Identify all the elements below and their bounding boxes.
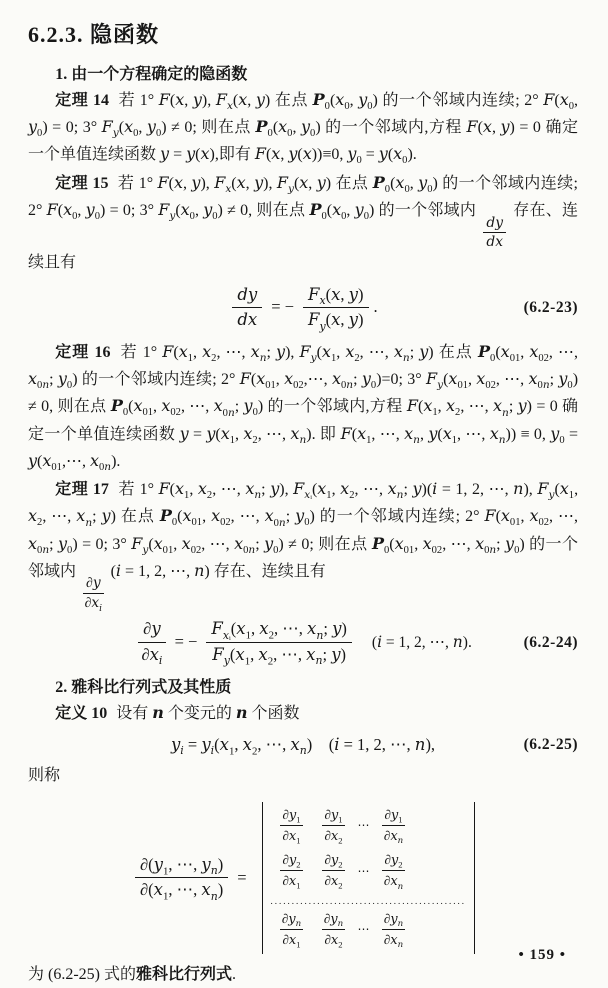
matrix-cell xyxy=(280,807,302,846)
rhs-fraction xyxy=(303,285,368,331)
row-ellipsis: ⋯ xyxy=(357,818,370,833)
inline-fraction-dy-dxi xyxy=(83,575,104,614)
lhs-fraction xyxy=(232,285,262,331)
matrix-cell xyxy=(322,911,345,950)
matrix-cell xyxy=(280,852,302,891)
lhs-fraction xyxy=(138,619,165,668)
theorem-16-label: 定理 16 xyxy=(55,343,111,361)
subsection-1-heading: 1. 由一个方程确定的隐函数 xyxy=(55,66,248,83)
closing-sentence: 为 (6.2-25) 式的雅科比行列式. xyxy=(28,966,237,984)
theorem-17-paragraph xyxy=(28,476,579,614)
equation-number-6-2-24: (6.2-24) xyxy=(523,633,578,651)
theorem-14-label: 定理 14 xyxy=(55,92,109,109)
matrix-cell xyxy=(322,807,344,846)
theorem-14-text: 若 1° F(x, y), $F_x(x$, y) 在点 $P_0(x_0$, $y_0$) 的一个邻域内连续; 2° $F(x_0$, $y_0) = 0$; 3° $F_y(x_0$, $y_0) \ne 0$; 则在点 $P_0(x_0$, $y_0$) 的一个邻域内,方程 F(x, y) = 0 确定一个单值连续函数 y = y(x),即有 F(x, y(x))≡0, $y_0 = y(x_0)$. xyxy=(28,90,579,167)
fraction-denominator: $\partial x_i$ xyxy=(84,594,103,614)
fraction-denominator: dx xyxy=(486,234,503,251)
fraction-numerator: $\partial y_2$ xyxy=(384,852,403,870)
determinant-matrix xyxy=(262,802,476,955)
fraction-denominator: $F_y(x_1$, $x_2$, ⋯, $x_n$; y) xyxy=(212,644,347,668)
fraction-numerator: $F_{xᵢ}(x_1$, $x_2$, ⋯, $x_n$; y) xyxy=(206,619,352,643)
matrix-row-n xyxy=(271,911,467,950)
fraction-numerator: $\partial y_n$ xyxy=(383,910,404,930)
fraction-numerator: ∂y xyxy=(83,575,104,593)
fraction-numerator: $\partial y_1$ xyxy=(324,806,343,825)
theorem-16-text: 若 1° $F(x_1$, $x_2$, ⋯, $x_n$; y), $F_y(x_1$, $x_2$, ⋯, $x_n$; y) 在点 $P_0(x_{01}$, $x_{02}$, ⋯, $x_{0n}$; $y_0$) 的一个邻域内连续; 2° $F(x_{01}$, $x_{02},\cdots$, $x_{0n}$; $y_0)=0$; 3° $F_y(x_{01}$, $x_{02}$, ⋯, $x_{0n}$; $y_0) \ne 0$, 则在点 $P_0(x_{01}$, $x_{02}$, ⋯, $x_{0n}$; $y_0$) 的一个邻域内,方程 $F(x_1$, $x_2$, ⋯, $x_n$; y) = 0 确定一个单值连续函数 $y = y(x_1$, $x_2$, ⋯, $x_n$). 即 $F(x_1$, ⋯, $x_n$, $y(x_1$, ⋯, $x_n)) \equiv 0$, $y_0$ = $y(x_{01},\cdots$, $x_{0n}$). xyxy=(28,341,579,474)
theorem-15-text-2: 存在、连续且有 xyxy=(28,201,578,272)
definition-10-paragraph xyxy=(28,700,578,727)
fraction-numerator: $\partial y_n$ xyxy=(323,910,344,930)
matrix-dots-row: .............................................. xyxy=(270,897,467,904)
page-number: • 159 • xyxy=(518,947,566,963)
jacobian-lhs-fraction xyxy=(135,855,228,901)
equals-minus-operator: = − xyxy=(271,297,295,317)
theorem-17-label: 定理 17 xyxy=(55,481,109,499)
fraction-numerator: $\partial y_2$ xyxy=(324,852,343,870)
fraction-denominator: $\partial x_n$ xyxy=(383,931,404,951)
matrix-row-2 xyxy=(271,852,467,891)
subsection-2-heading: 2. 雅科比行列式及其性质 xyxy=(55,678,232,696)
matrix-row-1 xyxy=(271,807,467,846)
theorem-15-paragraph xyxy=(28,170,578,277)
equation-number-6-2-23: (6.2-23) xyxy=(523,299,578,317)
fraction-denominator: $\partial(x_1$, ⋯, $x_n$) xyxy=(139,880,224,903)
fraction-numerator: $F_x(x$, y) xyxy=(303,285,368,309)
theorem-16-paragraph xyxy=(28,339,578,475)
equals-operator: = xyxy=(237,867,247,887)
section-heading: 6.2.3. 隐函数 xyxy=(28,22,160,47)
definition-10-label: 定义 10 xyxy=(55,704,108,722)
matrix-cell xyxy=(382,852,404,891)
rhs-fraction xyxy=(206,619,352,668)
equation-6-2-23 xyxy=(28,285,578,331)
equation-6-2-25 xyxy=(28,735,578,756)
fraction-denominator: $F_y(x$, y) xyxy=(308,310,364,333)
matrix-cell xyxy=(280,911,303,950)
equation-6-2-24 xyxy=(28,619,578,668)
matrix-cell xyxy=(382,807,404,846)
fraction-denominator: $\partial x_2$ xyxy=(324,827,343,846)
equals-minus-operator: = − xyxy=(174,632,198,652)
matrix-cell xyxy=(382,911,405,950)
fraction-denominator: $\partial x_i$ xyxy=(141,644,163,668)
fraction-numerator: $\partial y_1$ xyxy=(282,806,301,825)
fraction-denominator: dx xyxy=(237,310,258,330)
equation-period: . xyxy=(373,297,378,317)
jacobian-determinant-definition xyxy=(28,802,578,955)
fraction-denominator: $\partial x_1$ xyxy=(282,873,301,891)
theorem-15-label: 定理 15 xyxy=(55,174,109,192)
then-called-text: 则称 xyxy=(28,767,61,785)
fraction-denominator: $\partial x_n$ xyxy=(383,873,404,892)
fraction-numerator: $\partial(y_1$, ⋯, $y_n$) xyxy=(135,855,228,879)
row-ellipsis: ⋯ xyxy=(357,922,370,937)
inline-fraction-dy-dx xyxy=(483,215,506,251)
theorem-17-text-1: 若 1° $F(x_1$, $x_2$, ⋯, $x_n$; y), $F_{xᵢ}(x_1$, $x_2$, ⋯, $x_n$; y)(i = 1, 2, ⋯, n), $F_y(x_1$, $x_2$, ⋯, $x_n$; y) 在点 $P_0(x_{01}$, $x_{02}$, ⋯, $x_{0n}$; $y_0$) 的一个邻域内连续; 2° $F(x_{01}$, $x_{02}$, ⋯, $x_{0n}$; $y_0) = 0$; 3° $F_y(x_{01}$, $x_{02}$, ⋯, $x_{0n}$; $y_0) \ne 0$; 则在点 $P_0(x_{01}$, $x_{02}$, ⋯, $x_{0n}$; $y_0$) 的一个邻域内 xyxy=(28,479,579,580)
fraction-denominator: $\partial x_n$ xyxy=(383,827,404,847)
theorem-14-paragraph xyxy=(28,87,578,169)
fraction-numerator: dy xyxy=(483,215,506,233)
fraction-denominator: $\partial x_2$ xyxy=(324,931,343,950)
fraction-numerator: $\partial y_1$ xyxy=(384,806,403,825)
equation-body: $y_i = y_i(x_1$, $x_2$, ⋯, $x_n$) (i = 1, 2, ⋯, n), xyxy=(170,734,436,758)
fraction-numerator: ∂y xyxy=(138,619,165,643)
fraction-numerator: $\partial y_n$ xyxy=(281,910,302,930)
theorem-15-text-1: 若 1° F(x, y), $F_x(x$, y), $F_y(x$, y) 在点 $P_0(x_0$, $y_0$) 的一个邻域内连续; 2° $F(x_0$, $y_0) = 0$; 3° $F_y(x_0$, $y_0) \ne 0$, 则在点 $P_0(x_0$, $y_0$) 的一个邻域内 xyxy=(28,172,579,223)
fraction-denominator: $\partial x_1$ xyxy=(282,931,301,950)
equation-number-6-2-25: (6.2-25) xyxy=(523,736,578,754)
fraction-numerator: $\partial y_2$ xyxy=(282,852,301,870)
fraction-numerator: dy xyxy=(232,285,262,309)
fraction-denominator: $\partial x_1$ xyxy=(282,827,301,846)
matrix-cell xyxy=(322,852,344,891)
row-ellipsis: ⋯ xyxy=(357,863,370,878)
index-range-note: (i = 1, 2, ⋯, n). xyxy=(371,632,472,651)
theorem-17-text-2: (i = 1, 2, ⋯, n) 存在、连续且有 xyxy=(106,560,326,580)
fraction-denominator: $\partial x_2$ xyxy=(324,873,343,891)
definition-10-text: 设有 n 个变元的 n 个函数 xyxy=(116,702,300,722)
